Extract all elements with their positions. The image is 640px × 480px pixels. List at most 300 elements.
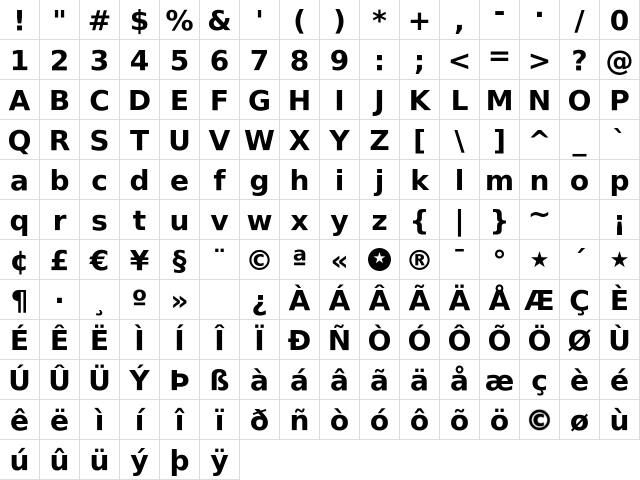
glyph-cell bbox=[360, 320, 400, 360]
glyph-cell bbox=[80, 200, 120, 240]
glyph-char: L bbox=[450, 83, 469, 117]
glyph-char: Ã bbox=[408, 283, 431, 317]
glyph-char: © bbox=[525, 403, 554, 437]
glyph-char: ¯ bbox=[452, 243, 467, 277]
glyph-cell bbox=[40, 160, 80, 200]
glyph-cell bbox=[80, 80, 120, 120]
glyph-char: ^ bbox=[527, 123, 552, 157]
glyph-char: ¥ bbox=[129, 243, 150, 277]
glyph-char: [ bbox=[413, 123, 426, 157]
glyph-char: À bbox=[288, 283, 311, 317]
glyph-cell bbox=[400, 0, 440, 40]
glyph-cell bbox=[440, 120, 480, 160]
glyph-char: X bbox=[288, 123, 311, 157]
glyph-char: è bbox=[570, 363, 589, 397]
glyph-cell bbox=[0, 160, 40, 200]
glyph-char: i bbox=[334, 163, 345, 197]
glyph-char: K bbox=[408, 83, 431, 117]
glyph-cell bbox=[0, 440, 40, 480]
glyph-cell bbox=[520, 80, 560, 120]
glyph-cell bbox=[440, 240, 480, 280]
glyph-char: < bbox=[447, 43, 472, 77]
glyph-char: d bbox=[129, 163, 150, 197]
glyph-char: g bbox=[249, 163, 270, 197]
glyph-cell bbox=[360, 400, 400, 440]
glyph-char: ä bbox=[410, 363, 429, 397]
glyph-cell bbox=[80, 240, 120, 280]
glyph-char: © bbox=[245, 243, 274, 277]
glyph-cell bbox=[440, 40, 480, 80]
glyph-cell bbox=[480, 240, 520, 280]
glyph-cell bbox=[160, 160, 200, 200]
glyph-char: B bbox=[48, 83, 71, 117]
glyph-char: ¡ bbox=[613, 203, 626, 237]
glyph-cell bbox=[240, 0, 280, 40]
glyph-cell bbox=[40, 280, 80, 320]
glyph-cell bbox=[40, 440, 80, 480]
glyph-cell bbox=[360, 360, 400, 400]
glyph-cell bbox=[240, 360, 280, 400]
glyph-char: % bbox=[165, 3, 194, 37]
glyph-cell bbox=[360, 40, 400, 80]
glyph-cell bbox=[560, 160, 600, 200]
glyph-cell bbox=[320, 320, 360, 360]
glyph-char: Y bbox=[329, 123, 350, 157]
glyph-char: Ñ bbox=[327, 323, 352, 357]
glyph-cell bbox=[560, 40, 600, 80]
glyph-char: ë bbox=[50, 403, 69, 437]
glyph-cell bbox=[440, 160, 480, 200]
glyph-char: f bbox=[213, 163, 226, 197]
glyph-char: ! bbox=[13, 3, 26, 37]
glyph-char: Ï bbox=[254, 323, 265, 357]
glyph-cell bbox=[160, 80, 200, 120]
glyph-char: Î bbox=[214, 323, 225, 357]
glyph-char: ÿ bbox=[210, 443, 229, 477]
glyph-cell bbox=[0, 40, 40, 80]
glyph-cell bbox=[320, 200, 360, 240]
glyph-char: t bbox=[132, 203, 147, 237]
glyph-char: ® bbox=[405, 243, 434, 277]
glyph-char: Ü bbox=[88, 363, 111, 397]
glyph-cell bbox=[0, 320, 40, 360]
glyph-char: : bbox=[373, 43, 386, 77]
glyph-cell bbox=[120, 280, 160, 320]
glyph-char: I bbox=[334, 83, 345, 117]
glyph-cell bbox=[440, 320, 480, 360]
glyph-cell bbox=[400, 120, 440, 160]
glyph-cell bbox=[320, 240, 360, 280]
glyph-cell bbox=[520, 160, 560, 200]
glyph-char: ¨ bbox=[212, 243, 227, 277]
glyph-cell bbox=[600, 320, 640, 360]
glyph-char: , bbox=[454, 3, 465, 37]
glyph-char: 9 bbox=[329, 43, 350, 77]
glyph-cell bbox=[400, 320, 440, 360]
glyph-cell bbox=[160, 120, 200, 160]
glyph-cell bbox=[200, 360, 240, 400]
glyph-cell bbox=[120, 200, 160, 240]
glyph-char: £ bbox=[49, 243, 70, 277]
glyph-cell bbox=[80, 400, 120, 440]
glyph-cell bbox=[80, 160, 120, 200]
glyph-cell bbox=[160, 200, 200, 240]
glyph-char: H bbox=[287, 83, 312, 117]
glyph-char: > bbox=[527, 43, 552, 77]
glyph-char: é bbox=[610, 363, 629, 397]
glyph-char: " bbox=[52, 3, 67, 37]
glyph-cell bbox=[200, 280, 240, 320]
glyph-char: ç bbox=[531, 363, 548, 397]
glyph-char: O bbox=[567, 83, 592, 117]
glyph-cell bbox=[280, 160, 320, 200]
glyph-char: ã bbox=[370, 363, 389, 397]
glyph-char: § bbox=[172, 243, 187, 277]
glyph-char: ¿ bbox=[251, 283, 268, 317]
glyph-cell bbox=[600, 280, 640, 320]
glyph-cell bbox=[40, 320, 80, 360]
glyph-cell bbox=[80, 360, 120, 400]
glyph-cell bbox=[360, 80, 400, 120]
glyph-char: É bbox=[9, 323, 30, 357]
glyph-cell bbox=[240, 120, 280, 160]
glyph-cell bbox=[40, 120, 80, 160]
glyph-cell bbox=[280, 360, 320, 400]
glyph-char: Ö bbox=[527, 323, 552, 357]
glyph-cell bbox=[160, 320, 200, 360]
glyph-cell bbox=[40, 200, 80, 240]
glyph-char: ß bbox=[209, 363, 230, 397]
glyph-cell bbox=[240, 400, 280, 440]
glyph-char: Ý bbox=[129, 363, 150, 397]
glyph-char: p bbox=[609, 163, 630, 197]
glyph-cell bbox=[520, 360, 560, 400]
glyph-char: U bbox=[168, 123, 191, 157]
glyph-cell bbox=[480, 40, 520, 80]
glyph-char: * bbox=[372, 3, 387, 37]
glyph-char: 2 bbox=[49, 43, 70, 77]
glyph-char: a bbox=[10, 163, 29, 197]
glyph-cell bbox=[240, 240, 280, 280]
glyph-cell bbox=[240, 320, 280, 360]
glyph-char: b bbox=[49, 163, 70, 197]
glyph-char: k bbox=[410, 163, 429, 197]
glyph-cell bbox=[120, 440, 160, 480]
glyph-cell bbox=[0, 240, 40, 280]
glyph-cell bbox=[40, 360, 80, 400]
glyph-cell bbox=[120, 120, 160, 160]
glyph-cell bbox=[160, 400, 200, 440]
glyph-char: Ì bbox=[134, 323, 145, 357]
glyph-char: S bbox=[89, 123, 110, 157]
glyph-cell bbox=[560, 320, 600, 360]
glyph-char: ` bbox=[612, 123, 627, 157]
glyph-char: þ bbox=[169, 443, 190, 477]
glyph-cell bbox=[560, 0, 600, 40]
glyph-char: Û bbox=[48, 363, 71, 397]
glyph-cell bbox=[160, 280, 200, 320]
glyph-char: Æ bbox=[524, 283, 555, 317]
glyph-char: F bbox=[209, 83, 230, 117]
glyph-cell bbox=[360, 240, 400, 280]
glyph-char: 6 bbox=[209, 43, 230, 77]
glyph-char: Â bbox=[368, 283, 391, 317]
glyph-char: Z bbox=[369, 123, 390, 157]
glyph-char: 8 bbox=[289, 43, 310, 77]
glyph-char: ú bbox=[9, 443, 30, 477]
glyph-cell bbox=[360, 200, 400, 240]
glyph-char: u bbox=[169, 203, 190, 237]
glyph-char: 7 bbox=[249, 43, 270, 77]
glyph-char: ï bbox=[214, 403, 225, 437]
glyph-char: ] bbox=[493, 123, 506, 157]
glyph-cell bbox=[280, 280, 320, 320]
glyph-cell bbox=[200, 80, 240, 120]
glyph-char: l bbox=[454, 163, 465, 197]
glyph-char: M bbox=[485, 83, 514, 117]
glyph-char: â bbox=[330, 363, 349, 397]
glyph-char: Á bbox=[328, 283, 351, 317]
glyph-cell bbox=[480, 80, 520, 120]
glyph-char: Ä bbox=[448, 283, 471, 317]
glyph-cell bbox=[600, 120, 640, 160]
glyph-cell bbox=[120, 320, 160, 360]
glyph-char: x bbox=[290, 203, 309, 237]
glyph-cell bbox=[280, 240, 320, 280]
glyph-cell bbox=[80, 120, 120, 160]
glyph-cell bbox=[200, 320, 240, 360]
glyph-cell bbox=[520, 400, 560, 440]
glyph-cell bbox=[480, 360, 520, 400]
glyph-char: D bbox=[127, 83, 152, 117]
glyph-char: z bbox=[371, 203, 388, 237]
glyph-char: m bbox=[484, 163, 515, 197]
glyph-char: ñ bbox=[289, 403, 310, 437]
glyph-char: C bbox=[89, 83, 110, 117]
glyph-cell bbox=[560, 200, 600, 240]
glyph-char: + bbox=[407, 3, 432, 37]
glyph-cell bbox=[0, 400, 40, 440]
glyph-cell bbox=[560, 360, 600, 400]
glyph-char: È bbox=[609, 283, 630, 317]
glyph-cell bbox=[480, 320, 520, 360]
glyph-cell bbox=[320, 400, 360, 440]
glyph-char: Ù bbox=[608, 323, 631, 357]
glyph-cell bbox=[240, 160, 280, 200]
glyph-cell bbox=[480, 400, 520, 440]
glyph-cell bbox=[0, 200, 40, 240]
glyph-cell bbox=[480, 160, 520, 200]
glyph-cell bbox=[80, 320, 120, 360]
glyph-char: ó bbox=[369, 403, 390, 437]
glyph-cell bbox=[320, 40, 360, 80]
glyph-char: Ð bbox=[287, 323, 312, 357]
glyph-cell bbox=[400, 160, 440, 200]
glyph-char: J bbox=[374, 83, 385, 117]
glyph-cell bbox=[520, 0, 560, 40]
glyph-char: ´ bbox=[572, 243, 587, 277]
glyph-cell bbox=[360, 0, 400, 40]
glyph-cell bbox=[440, 360, 480, 400]
glyph-cell bbox=[320, 360, 360, 400]
glyph-char: V bbox=[208, 123, 231, 157]
glyph-cell bbox=[200, 400, 240, 440]
glyph-cell bbox=[480, 200, 520, 240]
glyph-char: à bbox=[250, 363, 269, 397]
glyph-char: ü bbox=[89, 443, 110, 477]
glyph-cell bbox=[240, 200, 280, 240]
glyph-cell bbox=[280, 0, 320, 40]
glyph-char: T bbox=[129, 123, 150, 157]
glyph-cell bbox=[520, 120, 560, 160]
glyph-char: ? bbox=[571, 43, 588, 77]
glyph-cell bbox=[160, 360, 200, 400]
glyph-cell bbox=[400, 200, 440, 240]
glyph-cell bbox=[560, 400, 600, 440]
glyph-char: ì bbox=[94, 403, 105, 437]
glyph-char: ò bbox=[329, 403, 350, 437]
glyph-cell bbox=[40, 240, 80, 280]
glyph-char: _ bbox=[572, 123, 587, 157]
glyph-char: Þ bbox=[169, 363, 190, 397]
glyph-char: | bbox=[454, 203, 465, 237]
glyph-cell bbox=[280, 400, 320, 440]
glyph-char: - bbox=[493, 0, 506, 28]
glyph-char: Ë bbox=[89, 323, 110, 357]
glyph-cell bbox=[40, 40, 80, 80]
glyph-cell bbox=[440, 400, 480, 440]
glyph-cell bbox=[0, 280, 40, 320]
glyph-cell bbox=[560, 120, 600, 160]
glyph-cell bbox=[560, 240, 600, 280]
glyph-cell bbox=[320, 280, 360, 320]
glyph-cell bbox=[200, 40, 240, 80]
glyph-cell bbox=[160, 240, 200, 280]
glyph-char: 3 bbox=[89, 43, 110, 77]
glyph-cell bbox=[440, 280, 480, 320]
glyph-char: & bbox=[207, 3, 232, 37]
glyph-cell bbox=[0, 80, 40, 120]
glyph-cell bbox=[520, 200, 560, 240]
glyph-char: j bbox=[374, 163, 385, 197]
glyph-char: P bbox=[609, 83, 630, 117]
glyph-cell bbox=[280, 200, 320, 240]
glyph-cell bbox=[360, 120, 400, 160]
glyph-char: = bbox=[487, 40, 512, 72]
glyph-char: ª bbox=[291, 243, 308, 277]
glyph-cell bbox=[600, 400, 640, 440]
glyph-cell bbox=[600, 40, 640, 80]
glyph-cell bbox=[80, 0, 120, 40]
glyph-cell bbox=[560, 280, 600, 320]
glyph-char: « bbox=[330, 243, 349, 277]
glyph-char: Å bbox=[488, 283, 511, 317]
glyph-cell bbox=[520, 240, 560, 280]
glyph-cell bbox=[160, 0, 200, 40]
glyph-cell bbox=[40, 0, 80, 40]
glyph-cell bbox=[440, 0, 480, 40]
glyph-char: õ bbox=[449, 403, 470, 437]
glyph-char: » bbox=[170, 283, 189, 317]
glyph-cell bbox=[600, 240, 640, 280]
glyph-char: n bbox=[529, 163, 550, 197]
star-icon: ★ bbox=[372, 249, 387, 267]
glyph-cell bbox=[320, 160, 360, 200]
glyph-char: î bbox=[174, 403, 185, 437]
glyph-cell bbox=[480, 0, 520, 40]
glyph-char: . bbox=[534, 0, 545, 24]
glyph-char: { bbox=[409, 203, 430, 237]
glyph-cell bbox=[480, 120, 520, 160]
glyph-cell bbox=[400, 80, 440, 120]
glyph-char: E bbox=[169, 83, 190, 117]
glyph-char: ) bbox=[333, 3, 346, 37]
glyph-cell bbox=[280, 80, 320, 120]
glyph-char: Ò bbox=[367, 323, 392, 357]
glyph-cell bbox=[440, 80, 480, 120]
glyph-char: ; bbox=[413, 43, 426, 77]
glyph-char: Ô bbox=[447, 323, 472, 357]
glyph-char: y bbox=[330, 203, 349, 237]
glyph-cell bbox=[400, 280, 440, 320]
glyph-char: ° bbox=[492, 243, 507, 277]
glyph-char: s bbox=[91, 203, 108, 237]
glyph-cell bbox=[40, 400, 80, 440]
circled-white-star-icon bbox=[368, 248, 391, 271]
glyph-char: W bbox=[244, 123, 275, 157]
glyph-char: @ bbox=[605, 43, 634, 77]
glyph-cell bbox=[520, 320, 560, 360]
glyph-cell bbox=[120, 400, 160, 440]
glyph-char: / bbox=[574, 3, 585, 37]
glyph-cell bbox=[280, 120, 320, 160]
glyph-char: ù bbox=[609, 403, 630, 437]
glyph-char: ¸ bbox=[92, 283, 107, 317]
glyph-char: å bbox=[450, 363, 469, 397]
glyph-cell bbox=[600, 80, 640, 120]
glyph-char: ¶ bbox=[10, 283, 29, 317]
glyph-cell bbox=[120, 40, 160, 80]
glyph-cell bbox=[120, 240, 160, 280]
glyph-char: c bbox=[91, 163, 108, 197]
glyph-cell bbox=[80, 280, 120, 320]
glyph-cell bbox=[400, 40, 440, 80]
glyph-cell bbox=[160, 440, 200, 480]
glyph-char: ' bbox=[255, 3, 264, 37]
glyph-char: Õ bbox=[487, 323, 512, 357]
glyph-cell bbox=[200, 200, 240, 240]
glyph-char: Q bbox=[7, 123, 32, 157]
glyph-char: N bbox=[527, 83, 552, 117]
glyph-char: $ bbox=[129, 3, 150, 37]
glyph-cell bbox=[120, 0, 160, 40]
glyph-char: ø bbox=[569, 403, 590, 437]
glyph-char: û bbox=[49, 443, 70, 477]
glyph-cell bbox=[200, 0, 240, 40]
glyph-char: Ú bbox=[8, 363, 31, 397]
glyph-char: h bbox=[289, 163, 310, 197]
glyph-char: Ø bbox=[567, 323, 592, 357]
glyph-cell bbox=[600, 160, 640, 200]
glyph-cell bbox=[200, 440, 240, 480]
glyph-cell bbox=[400, 360, 440, 400]
glyph-cell bbox=[320, 80, 360, 120]
glyph-cell bbox=[200, 240, 240, 280]
glyph-cell bbox=[320, 120, 360, 160]
glyph-cell bbox=[480, 280, 520, 320]
glyph-char: # bbox=[87, 3, 112, 37]
glyph-cell bbox=[120, 360, 160, 400]
